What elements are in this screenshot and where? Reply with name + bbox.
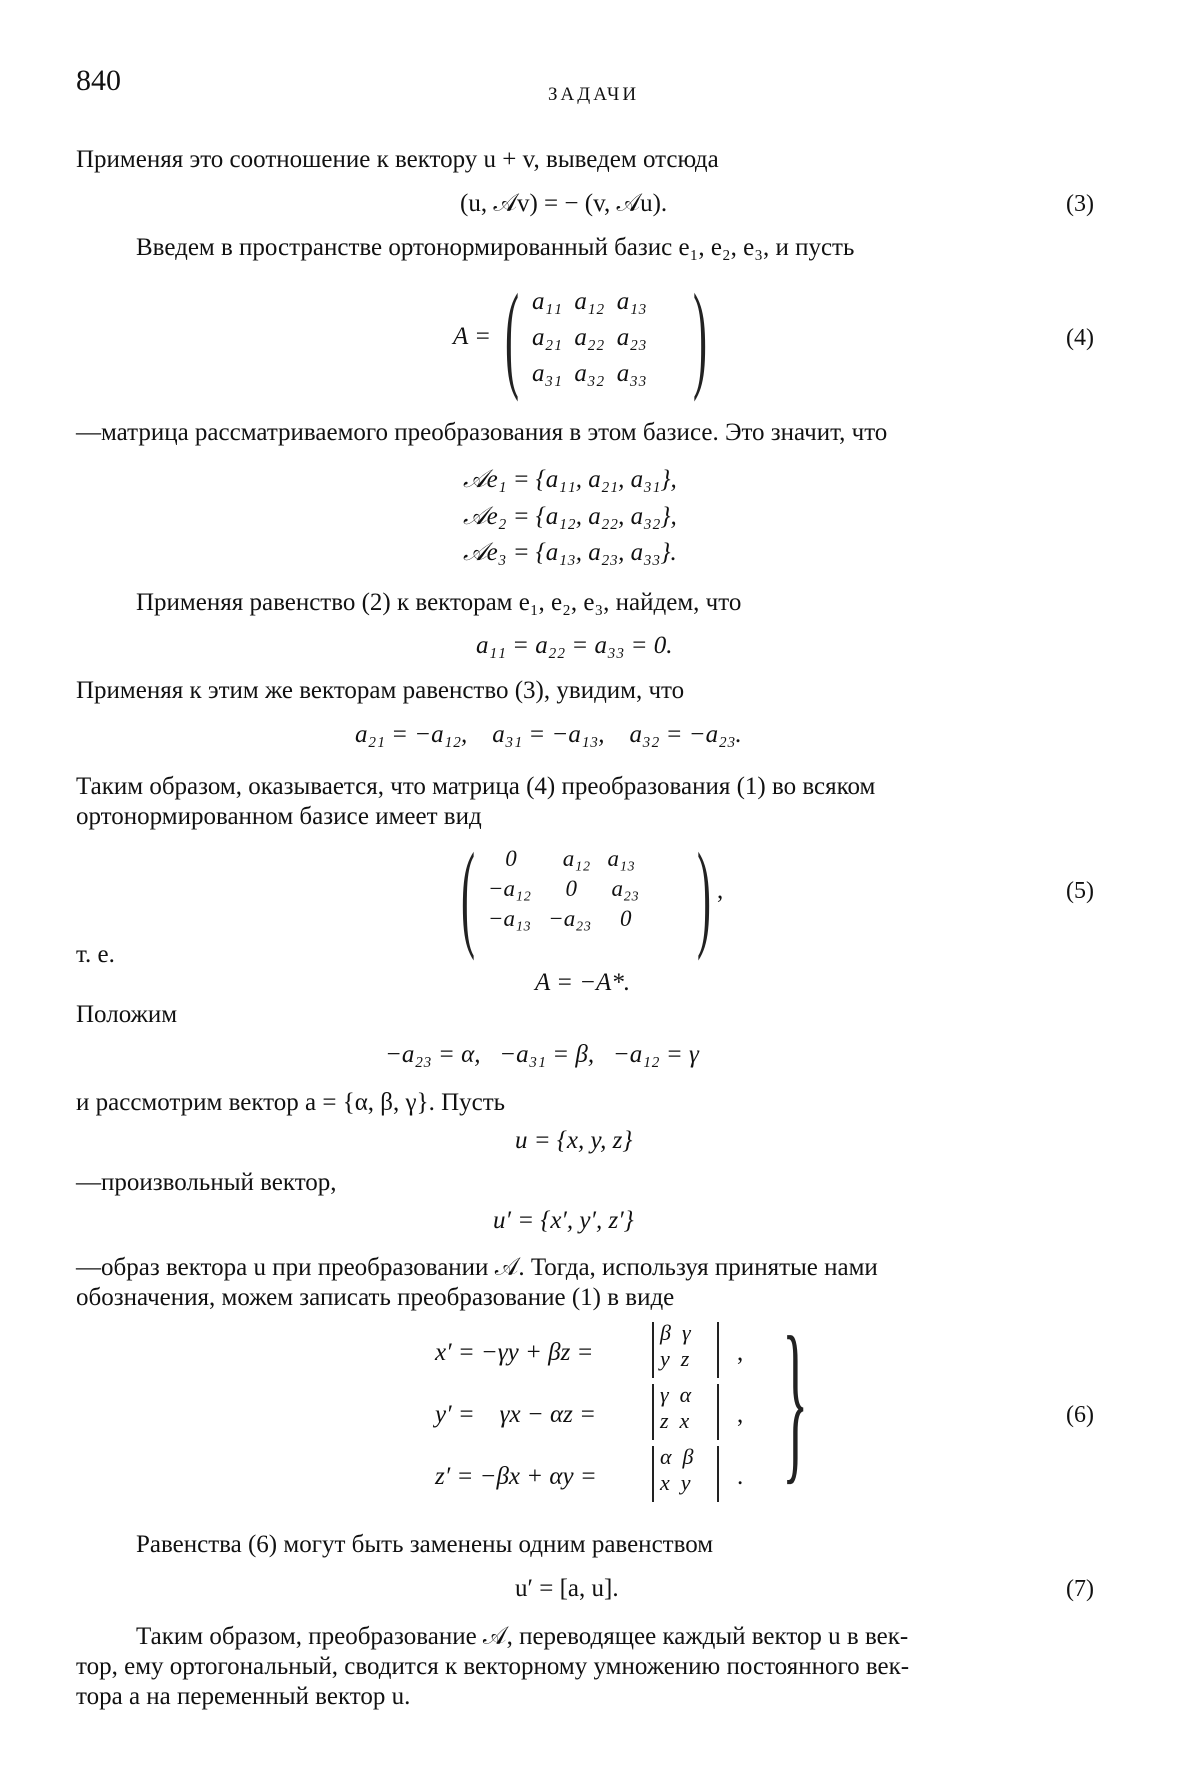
system-eq-y: y′ = γx − αz = <box>435 1401 596 1428</box>
determinant-row: γ α <box>660 1382 692 1407</box>
paragraph-line: Применяя к этим же векторам равенство (3), увидим, что <box>76 677 685 704</box>
equation-number-3: (3) <box>1066 191 1094 217</box>
equation-number-6: (6) <box>1066 1402 1094 1428</box>
equation-ae2: 𝒜e₂ = {a₁₂, a₂₂, a₃₂}, <box>463 503 677 530</box>
paragraph-line: тор, ему ортогональный, сводится к векторному умножению постоянного век- <box>76 1653 910 1680</box>
determinant-row: y z <box>660 1346 690 1371</box>
right-paren: ) <box>692 269 707 402</box>
paragraph-line: Положим <box>76 1001 178 1028</box>
determinant-row: x y <box>660 1470 691 1495</box>
punctuation: , <box>737 1339 744 1366</box>
matrix-row: −a₁₃ −a₂₃ 0 <box>488 906 632 931</box>
equation-diagonal: a₁₁ = a₂₂ = a₃₃ = 0. <box>476 632 673 659</box>
paragraph-line: и рассмотрим вектор a = {α, β, γ}. Пусть <box>76 1089 506 1116</box>
left-paren: ( <box>504 269 519 402</box>
paragraph-line: Применяя это соотношение к вектору u + v, выведем отсюда <box>76 146 719 173</box>
paragraph-line: —образ вектора u при преобразовании 𝒜. Тогда, используя принятые нами <box>76 1254 878 1281</box>
equation-u: u = {x, y, z} <box>515 1127 633 1154</box>
determinant-row: z x <box>660 1408 690 1433</box>
equation-number-4: (4) <box>1066 325 1094 351</box>
running-title: ЗАДАЧИ <box>548 84 640 105</box>
punctuation: , <box>737 1401 744 1428</box>
page-number: 840 <box>76 64 121 97</box>
matrix-row: a₃₁ a₃₂ a₃₃ <box>532 360 647 387</box>
determinant-bar <box>717 1446 719 1502</box>
matrix-5 <box>488 846 718 946</box>
paragraph-line: Таким образом, преобразование 𝒜, переводящее каждый вектор u в век- <box>136 1623 909 1650</box>
equation-3: (u, 𝒜v) = − (v, 𝒜u). <box>460 190 668 217</box>
equation-ae1: 𝒜e₁ = {a₁₁, a₂₁, a₃₁}, <box>463 466 677 493</box>
paragraph-line: Введем в пространстве ортонормированный базис e₁, e₂, e₃, и пусть <box>136 234 855 261</box>
equation-number-7: (7) <box>1066 1576 1094 1602</box>
equation-definitions: −a₂₃ = α, −a₃₁ = β, −a₁₂ = γ <box>385 1041 699 1068</box>
right-paren: ) <box>696 828 711 961</box>
paragraph-line: Таким образом, оказывается, что матрица (4) преобразования (1) во всяком <box>76 773 876 800</box>
matrix-row: 0 a₁₂ a₁₃ <box>488 846 635 871</box>
matrix-a <box>532 288 692 398</box>
paragraph-line: Применяя равенство (2) к векторам e₁, e₂, e₃, найдем, что <box>136 589 742 616</box>
determinant-bar <box>652 1322 654 1378</box>
matrix-row: a₁₁ a₁₂ a₁₃ <box>532 288 647 315</box>
paragraph-line: тора a на переменный вектор u. <box>76 1683 411 1710</box>
equation-7: u′ = [a, u]. <box>515 1575 619 1602</box>
paragraph-line: ортонормированном базисе имеет вид <box>76 803 482 830</box>
matrix-a-lhs: A = <box>453 323 491 350</box>
paragraph-line: —матрица рассматриваемого преобразования в этом базисе. Это значит, что <box>76 419 888 446</box>
matrix-comma: , <box>717 877 724 904</box>
paragraph-line: т. е. <box>76 941 115 968</box>
left-paren: ( <box>460 828 475 961</box>
right-brace: } <box>782 1300 809 1499</box>
equation-ae3: 𝒜e₃ = {a₁₃, a₂₃, a₃₃}. <box>463 539 677 566</box>
equation-number-5: (5) <box>1066 878 1094 904</box>
paragraph-line: Равенства (6) могут быть заменены одним равенством <box>136 1531 714 1558</box>
equation-skew: A = −A*. <box>535 969 631 996</box>
punctuation: . <box>737 1463 744 1490</box>
system-eq-x: x′ = −γy + βz = <box>435 1339 594 1366</box>
matrix-row: a₂₁ a₂₂ a₂₃ <box>532 324 647 351</box>
determinant-bar <box>652 1446 654 1502</box>
matrix-row: −a₁₂ 0 a₂₃ <box>488 876 640 901</box>
determinant-row: β γ <box>660 1320 691 1345</box>
determinant-bar <box>717 1384 719 1440</box>
equation-u-prime: u′ = {x′, y′, z′} <box>493 1207 634 1234</box>
determinant-bar <box>652 1384 654 1440</box>
paragraph-line: —произвольный вектор, <box>76 1169 337 1196</box>
equation-antisymmetric: a₂₁ = −a₁₂, a₃₁ = −a₁₃, a₃₂ = −a₂₃. <box>355 721 742 748</box>
determinant-bar <box>717 1322 719 1378</box>
paragraph-line: обозначения, можем записать преобразование (1) в виде <box>76 1284 675 1311</box>
determinant-row: α β <box>660 1444 694 1469</box>
system-eq-z: z′ = −βx + αy = <box>435 1463 597 1490</box>
